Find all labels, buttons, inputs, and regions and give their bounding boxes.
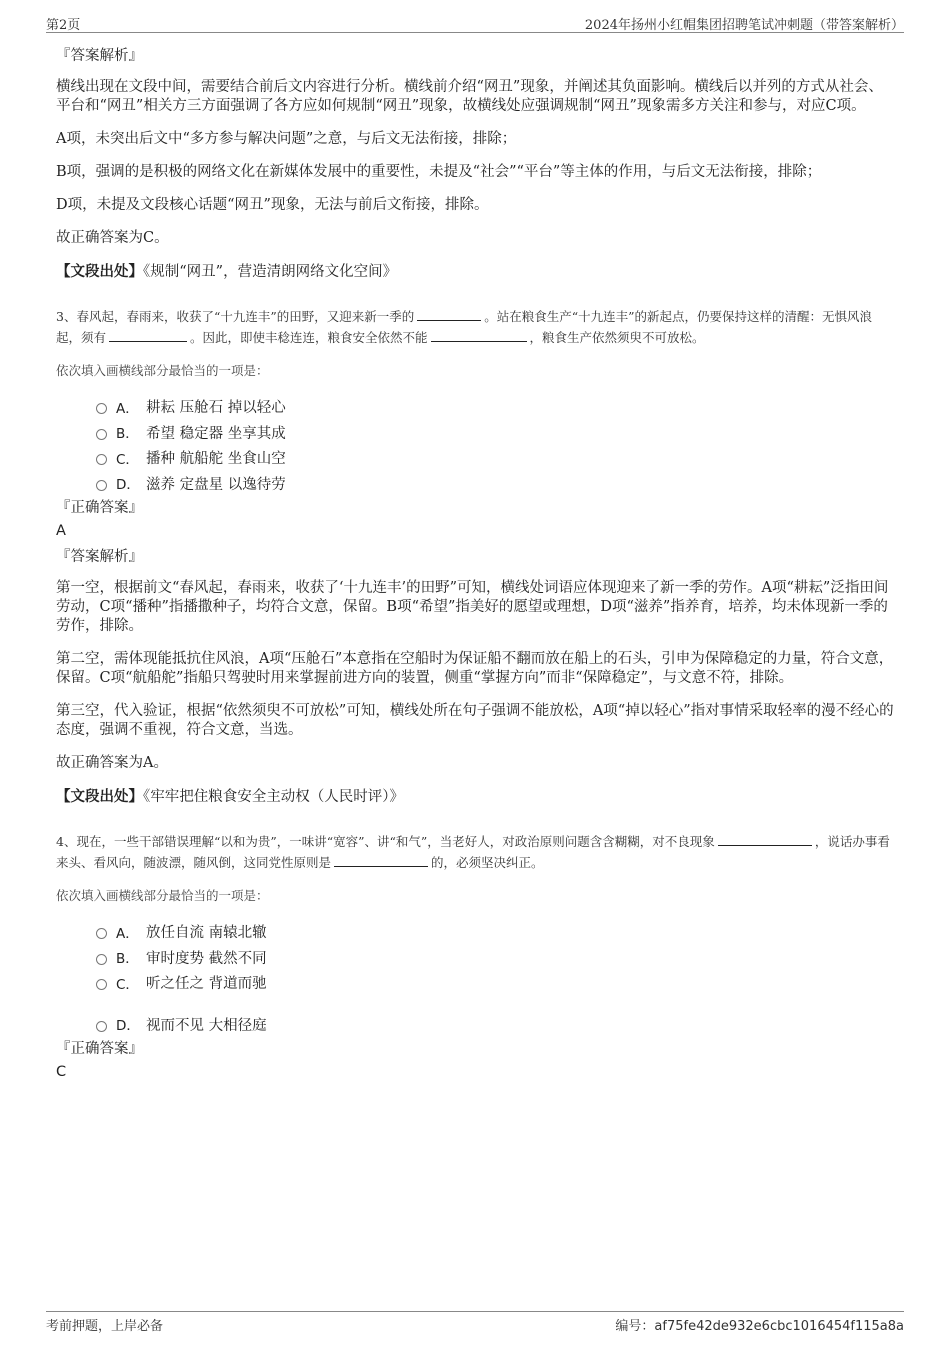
option-a[interactable] — [56, 919, 896, 945]
option-letter: B． — [116, 951, 139, 968]
page-number: 第2页 — [46, 18, 81, 33]
option-d[interactable] — [56, 1012, 896, 1038]
question-4-options — [56, 919, 896, 1037]
code-label: 编号： — [615, 1319, 655, 1334]
analysis-paragraph: D项，未提及文段核心话题“网丑”现象，无法与前后文衔接，排除。 — [56, 197, 489, 213]
correct-answer: C — [56, 1064, 67, 1080]
correct-answer: A — [56, 523, 66, 539]
analysis-paragraph: 第一空，根据前文“春风起，春雨来，收获了‘十九连丰’的田野”可知，横线处词语应体现迎来了新一季的劳作。A项“耕耘”泛指田间劳动，C项“播种”指播撒种子，均符合文意，保留。B项“希望”指美好的愿望或理想，D项“滋养”指养育，培养，均未体现新一季的劳作，排除。 — [56, 580, 889, 634]
analysis-paragraph: 第三空，代入验证，根据“依然须臾不可放松”可知，横线处所在句子强调不能放松，A项“掉以轻心”指对事情采取轻率的漫不经心的态度，强调不重视，符合文意，当选。 — [56, 703, 894, 738]
question-text: 4、现在，一些干部错误理解“以和为贵”，一味讲“宽容”、讲“和气”，当老好人，对政治原则问题含含糊糊，对不良现象 — [56, 834, 715, 849]
option-text: 放任自流 南辕北辙 — [146, 925, 267, 942]
correct-answer-heading: 『正确答案』 — [56, 500, 143, 516]
answer-conclusion: 故正确答案为C。 — [56, 230, 169, 246]
option-letter: D． — [116, 477, 140, 494]
source-tag: 【文段出处】 — [56, 788, 143, 805]
option-letter: C． — [116, 976, 139, 993]
option-text: 播种 航船舵 坐食山空 — [146, 451, 286, 468]
question-text: 的，必须坚决纠正。 — [431, 855, 544, 870]
option-c[interactable] — [56, 970, 896, 996]
text-source — [56, 787, 896, 807]
answer-conclusion: 故正确答案为A。 — [56, 755, 168, 771]
option-text: 希望 稳定器 坐享其成 — [146, 425, 286, 442]
radio-button[interactable] — [96, 403, 107, 414]
option-c[interactable] — [56, 445, 896, 471]
radio-button[interactable] — [96, 979, 107, 990]
question-prompt: 依次填入画横线部分最恰当的一项是： — [56, 363, 269, 378]
code-value: af75fe42de932e6cbc1016454f115a8a — [654, 1319, 904, 1334]
option-text: 视而不见 大相径庭 — [146, 1017, 267, 1034]
option-b[interactable] — [56, 945, 896, 971]
radio-button[interactable] — [96, 429, 107, 440]
radio-button[interactable] — [96, 1021, 107, 1032]
option-letter: C． — [116, 451, 139, 468]
correct-answer-heading: 『正确答案』 — [56, 1041, 143, 1057]
footer-slogan: 考前押题，上岸必备 — [46, 1319, 164, 1334]
page-header — [46, 12, 904, 33]
question-text: 。站在粮食生产“十九连丰”的新起点，仍要保持这样的清醒：无惧风浪起，须有 — [56, 309, 873, 345]
fill-blank — [334, 854, 428, 867]
option-a[interactable] — [56, 394, 896, 420]
option-d[interactable] — [56, 471, 896, 497]
radio-button[interactable] — [96, 954, 107, 965]
analysis-heading: 『答案解析』 — [56, 549, 143, 565]
fill-blank — [109, 329, 187, 342]
question-4-stem — [56, 831, 896, 873]
option-b[interactable] — [56, 420, 896, 446]
option-text: 滋养 定盘星 以逸待劳 — [146, 476, 286, 493]
question-text: ，粮食生产依然须臾不可放松。 — [529, 330, 705, 345]
option-letter: A． — [116, 400, 139, 417]
analysis-paragraph: 横线出现在文段中间，需要结合前后文内容进行分析。横线前介绍“网丑”现象，并阐述其负面影响。横线后以并列的方式从社会、平台和“网丑”相关方三方面强调了各方应如何规制“网丑”现象，故横线处应强调规制“网丑”现象需多方关注和参与，对应C项。 — [56, 79, 883, 114]
question-prompt: 依次填入画横线部分最恰当的一项是： — [56, 888, 269, 903]
document-code — [615, 1315, 904, 1334]
source-tag: 【文段出处】 — [56, 263, 143, 280]
question-3-options — [56, 394, 896, 496]
option-text: 审时度势 截然不同 — [146, 950, 267, 967]
question-text: ，说话办事看来头、看风向，随波漂，随风倒，这同党性原则是 — [56, 834, 890, 870]
source-title: 《规制“网丑”，营造清朗网络文化空间》 — [143, 264, 398, 280]
question-text: 3、春风起，春雨来，收获了“十九连丰”的田野，又迎来新一季的 — [56, 309, 415, 324]
radio-button[interactable] — [96, 480, 107, 491]
text-source — [56, 262, 896, 282]
document-title: 2024年扬州小红帽集团招聘笔试冲刺题（带答案解析） — [584, 18, 904, 33]
fill-blank — [718, 833, 812, 846]
analysis-heading: 『答案解析』 — [56, 48, 143, 64]
fill-blank — [417, 308, 481, 321]
question-text: 。因此，即使丰稔连连，粮食安全依然不能 — [190, 330, 428, 345]
source-title: 《牢牢把住粮食安全主动权（人民时评）》 — [143, 789, 404, 805]
page-content — [56, 46, 896, 1088]
radio-button[interactable] — [96, 928, 107, 939]
analysis-paragraph: A项，未突出后文中“多方参与解决问题”之意，与后文无法衔接，排除； — [56, 131, 517, 147]
analysis-paragraph: 第二空，需体现能抵抗住风浪，A项“压舱石”本意指在空船时为保证船不翻而放在船上的石头，引申为保障稳定的力量，符合文意，保留。C项“航船舵”指船只驾驶时用来掌握前进方向的装置，侧重“掌握方向”而非“保障稳定”，与文意不符，排除。 — [56, 651, 894, 686]
question-3-stem — [56, 306, 896, 348]
option-letter: A． — [116, 925, 139, 942]
fill-blank — [431, 329, 527, 342]
page-footer — [46, 1311, 904, 1334]
option-text: 耕耘 压舱石 掉以轻心 — [146, 400, 286, 417]
radio-button[interactable] — [96, 454, 107, 465]
option-letter: D． — [116, 1018, 140, 1035]
option-letter: B． — [116, 426, 139, 443]
option-text: 听之任之 背道而驰 — [146, 976, 267, 993]
analysis-paragraph: B项，强调的是积极的网络文化在新媒体发展中的重要性，未提及“社会”“平台”等主体的作用，与后文无法衔接，排除； — [56, 164, 822, 180]
